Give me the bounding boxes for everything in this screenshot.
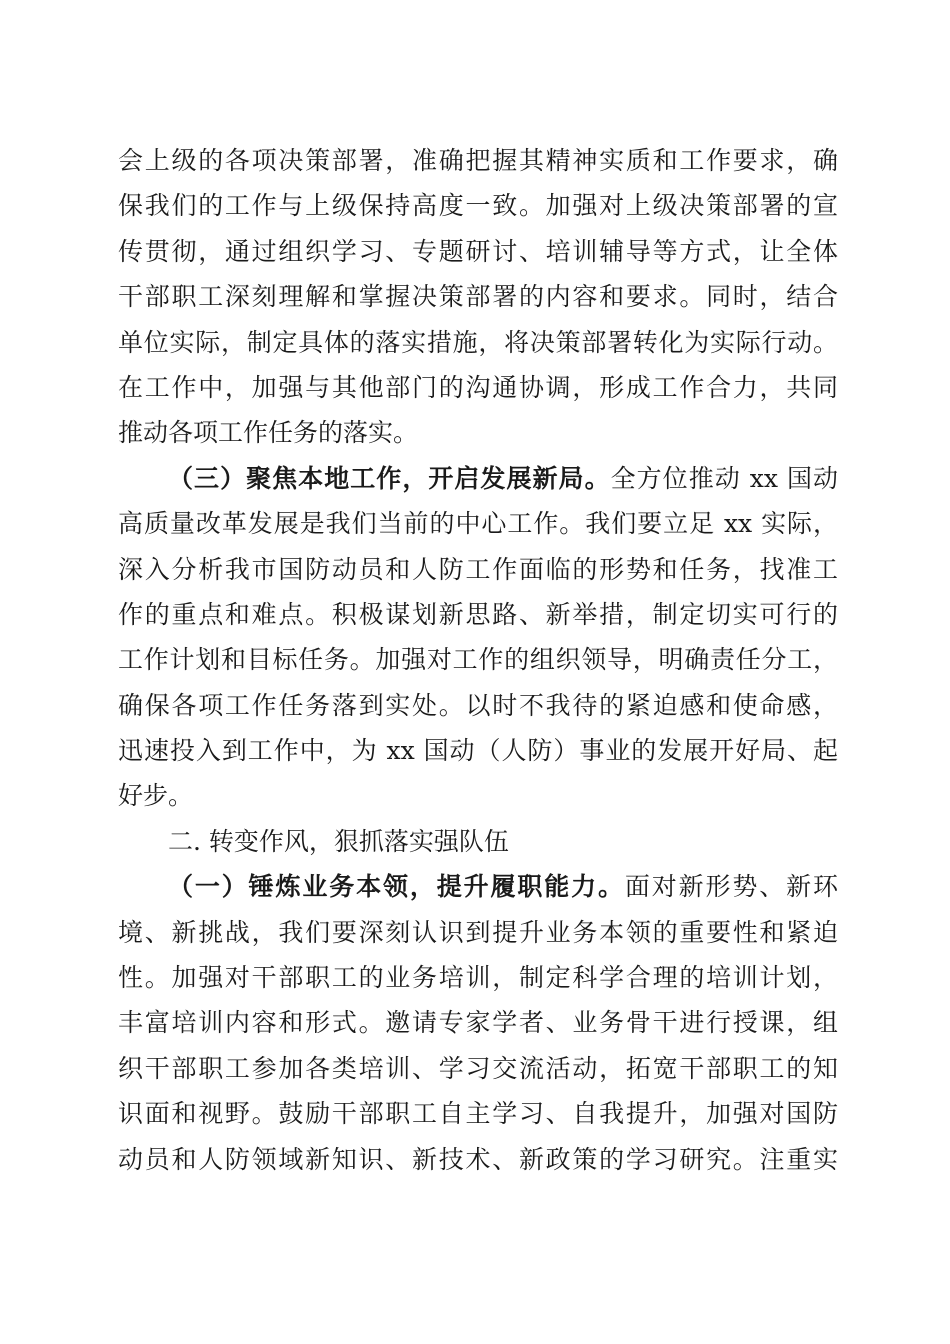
- line-text: 工作计划和目标任务。加强对工作的组织领导，明确责任分工，: [118, 645, 838, 675]
- line-text: 保我们的工作与上级保持高度一致。加强对上级决策部署的宣: [118, 191, 838, 221]
- text-line: [118, 1137, 838, 1182]
- line-text: 织干部职工参加各类培训、学习交流活动，拓宽干部职工的知: [118, 1053, 838, 1083]
- subheading-lead: （三）聚焦本地工作，开启发展新局。: [168, 463, 611, 493]
- line-text: 境、新挑战，我们要深刻认识到提升业务本领的重要性和紧迫: [118, 917, 838, 947]
- line-text: 作的重点和难点。积极谋划新思路、新举措，制定切实可行的: [118, 599, 838, 629]
- text-line: [118, 501, 838, 546]
- line-text: 确保各项工作任务落到实处。以时不我待的紧迫感和使命感，: [118, 690, 838, 720]
- line-text: 深入分析我市国防动员和人防工作面临的形势和任务，找准工: [118, 554, 838, 584]
- line-text: 高质量改革发展是我们当前的中心工作。我们要立足 xx 实际，: [118, 509, 838, 539]
- line-text: 推动各项工作任务的落实。: [118, 418, 419, 448]
- line-text: 全方位推动 xx 国动: [610, 463, 838, 493]
- text-line: [118, 274, 838, 319]
- text-line: [118, 183, 838, 228]
- text-line: [118, 728, 838, 773]
- line-text: 动员和人防领域新知识、新技术、新政策的学习研究。注重实: [118, 1144, 838, 1174]
- text-line: [118, 320, 838, 365]
- text-line: [118, 592, 838, 637]
- text-line: [118, 547, 838, 592]
- text-line: [118, 410, 838, 455]
- document-page: [118, 138, 838, 1182]
- text-line: [118, 1046, 838, 1091]
- line-text: 单位实际，制定具体的落实措施，将决策部署转化为实际行动。: [118, 327, 838, 357]
- text-line: [118, 365, 838, 410]
- line-text: 在工作中，加强与其他部门的沟通协调，形成工作合力，共同: [118, 372, 838, 402]
- text-line: [118, 819, 838, 864]
- line-text: 面对新形势、新环: [624, 872, 838, 902]
- line-text: 迅速投入到工作中，为 xx 国动（人防）事业的发展开好局、起: [118, 736, 838, 766]
- text-line: [118, 229, 838, 274]
- text-line: [118, 637, 838, 682]
- line-text: 干部职工深刻理解和掌握决策部署的内容和要求。同时，结合: [118, 282, 838, 312]
- text-line: [118, 683, 838, 728]
- line-text: 传贯彻，通过组织学习、专题研讨、培训辅导等方式，让全体: [118, 236, 838, 266]
- text-line: [118, 138, 838, 183]
- text-line: [118, 1000, 838, 1045]
- text-line: [118, 910, 838, 955]
- text-line: [118, 955, 838, 1000]
- line-text: 丰富培训内容和形式。邀请专家学者、业务骨干进行授课，组: [118, 1008, 838, 1038]
- line-text: 好步。: [118, 781, 194, 811]
- line-text: 性。加强对干部职工的业务培训，制定科学合理的培训计划，: [118, 963, 838, 993]
- text-line: [118, 773, 838, 818]
- line-text: 会上级的各项决策部署，准确把握其精神实质和工作要求，确: [118, 146, 838, 175]
- subheading-lead: （一）锤炼业务本领，提升履职能力。: [168, 872, 625, 902]
- text-line: [118, 456, 838, 501]
- text-line: [118, 1091, 838, 1136]
- text-line: [118, 864, 838, 909]
- line-text: 二. 转变作风，狠抓落实强队伍: [168, 826, 509, 856]
- line-text: 识面和视野。鼓励干部职工自主学习、自我提升，加强对国防: [118, 1099, 838, 1129]
